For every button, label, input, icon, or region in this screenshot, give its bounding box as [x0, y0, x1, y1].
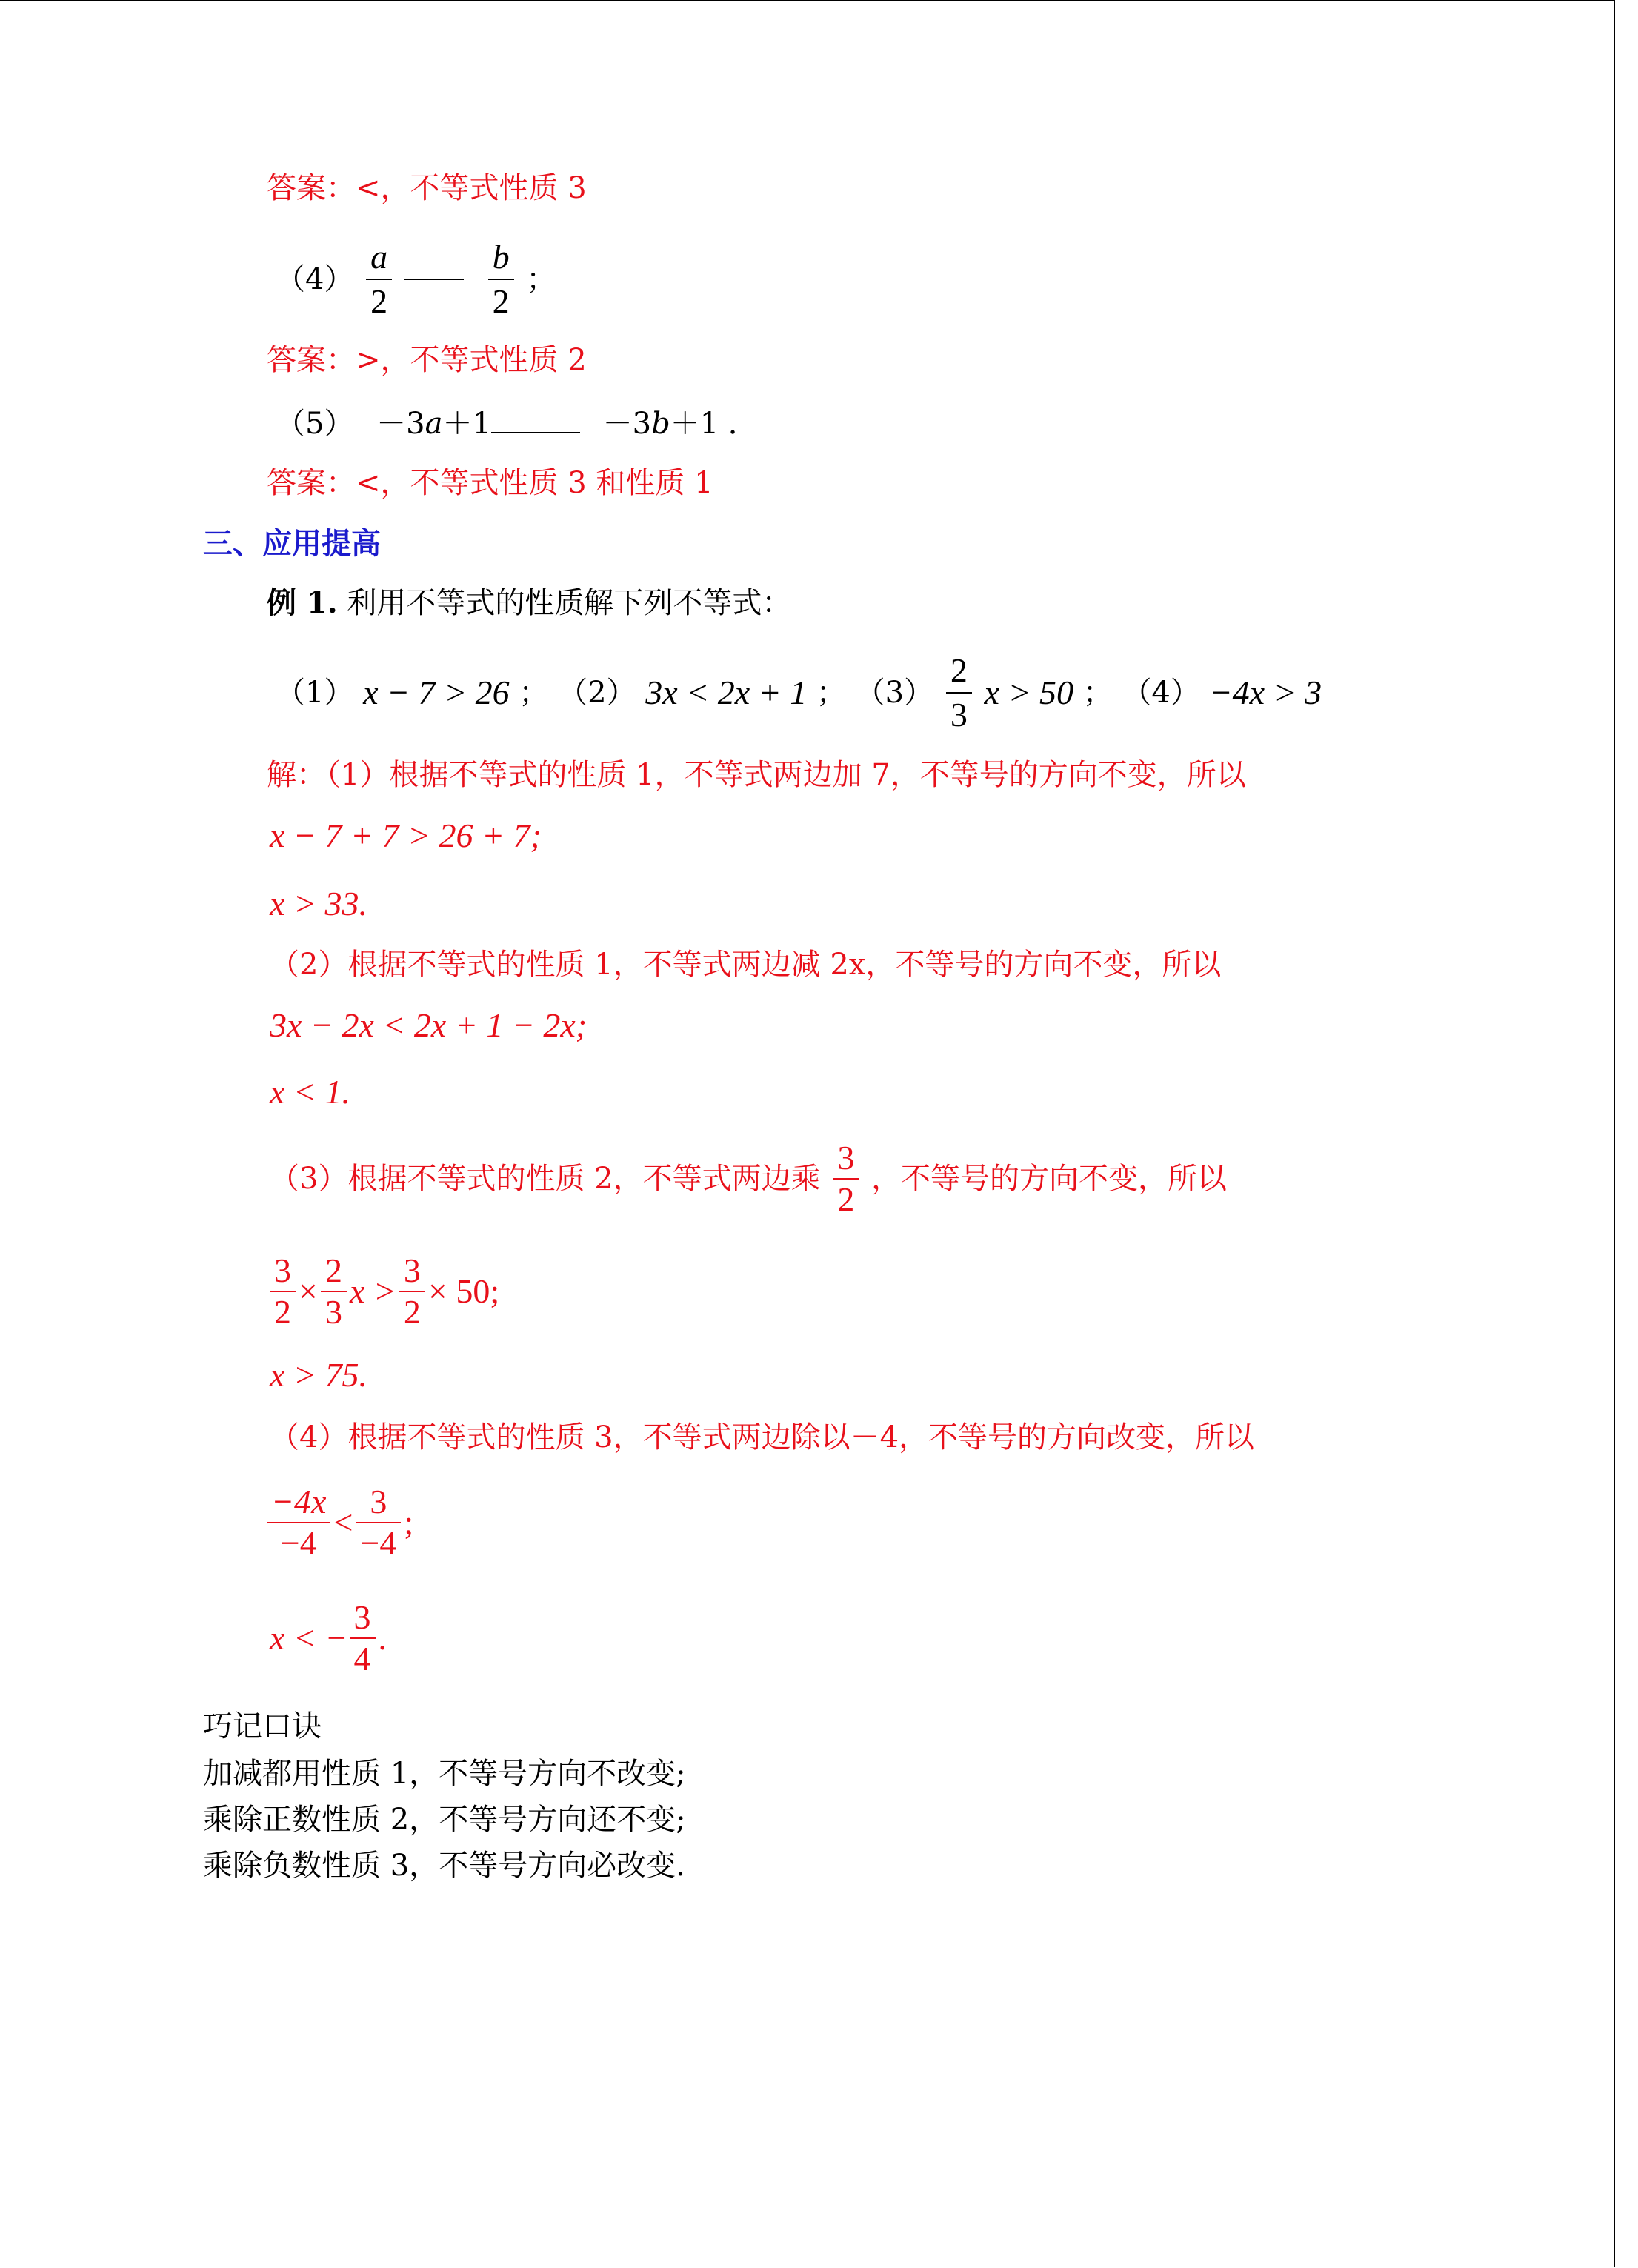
q5-blank — [491, 432, 580, 433]
s3-f3-num: 3 — [399, 1251, 425, 1292]
q4-frac-b-den: 2 — [492, 282, 510, 320]
p2-label: （2） — [558, 676, 636, 710]
s3-frac-num: 3 — [833, 1138, 859, 1180]
example-1-prompt — [267, 585, 791, 621]
p3-label: （3） — [855, 676, 934, 710]
s3-mid: x > — [349, 1272, 396, 1310]
s4-f2-den: −4 — [360, 1524, 397, 1562]
q5-right: －3 — [602, 407, 652, 441]
s4-f3-den: 4 — [353, 1640, 371, 1677]
solution-3-text — [270, 1138, 1227, 1220]
question-5 — [276, 406, 758, 442]
s3-tail: × 50; — [427, 1272, 500, 1310]
s3-times: × — [299, 1272, 318, 1310]
solution-2-text: （2）根据不等式的性质 1，不等式两边减 2x，不等号的方向不变，所以 — [270, 948, 1222, 982]
solution-1-text: 解：（1）根据不等式的性质 1，不等式两边加 7，不等号的方向不变，所以 — [267, 758, 1246, 792]
s4-dot: . — [378, 1619, 387, 1657]
q4-end: ； — [526, 262, 556, 296]
p1-expr: x − 7 > 26 — [363, 674, 510, 711]
s4-end: ; — [404, 1503, 414, 1541]
solution-2-eq2: x < 1. — [270, 1073, 350, 1111]
s3-f2-num: 2 — [321, 1251, 347, 1292]
q4-label: （4） — [276, 262, 354, 296]
answer-4: 答案：>，不等式性质 2 — [267, 343, 587, 377]
s4-f3-num: 3 — [350, 1597, 376, 1639]
solution-3-eq1 — [270, 1251, 499, 1332]
answer-3: 答案：<，不等式性质 3 — [267, 171, 587, 205]
p1-end: ； — [519, 676, 549, 710]
p1-label: （1） — [276, 676, 354, 710]
s4-f1-den: −4 — [280, 1524, 317, 1562]
s3-frac — [833, 1138, 859, 1220]
s3-f1 — [270, 1251, 296, 1332]
solution-2-eq1: 3x − 2x < 2x + 1 − 2x; — [270, 1006, 587, 1044]
mnemonic-line-1: 加减都用性质 1，不等号方向不改变; — [203, 1757, 686, 1791]
solution-4-eq2 — [270, 1597, 387, 1679]
s4-lt: < — [333, 1503, 353, 1541]
s3-f2-den: 3 — [324, 1293, 342, 1331]
s4-f2 — [356, 1482, 401, 1563]
q4-frac-a-den: 2 — [370, 282, 388, 320]
question-4 — [276, 236, 556, 323]
q4-blank — [404, 279, 464, 280]
p3-frac-den: 3 — [950, 696, 968, 734]
example-text: 利用不等式的性质解下列不等式： — [347, 586, 792, 620]
p2-end: ； — [816, 676, 846, 710]
example-1-problems — [276, 649, 1322, 736]
solution-4-text: （4）根据不等式的性质 3，不等式两边除以－4，不等号的方向改变，所以 — [270, 1420, 1255, 1454]
q4-frac-b — [488, 236, 514, 323]
q5-left-end: ＋1 — [442, 407, 491, 441]
q5-label: （5） — [276, 407, 354, 441]
q5-left: －3 — [376, 407, 425, 441]
s3-f1-den: 2 — [274, 1293, 291, 1331]
q5-right-var: b — [651, 407, 670, 441]
p3-frac-num: 2 — [946, 649, 972, 694]
mnemonic-title: 巧记口诀 — [203, 1709, 322, 1743]
mnemonic-line-3: 乘除负数性质 3，不等号方向必改变. — [203, 1849, 685, 1883]
q4-frac-a-num: a — [366, 236, 392, 280]
s3-frac-den: 2 — [837, 1180, 855, 1218]
q5-right-end: ＋1 — [670, 407, 719, 441]
s3-f1-num: 3 — [270, 1251, 296, 1292]
s4-x: x < − — [270, 1619, 348, 1657]
section-title: 三、应用提高 — [203, 526, 381, 561]
s3-f2 — [321, 1251, 347, 1332]
s4-f1-num: −4x — [267, 1482, 330, 1523]
solution-1-eq2: x > 33. — [270, 885, 367, 922]
p4-expr: −4x > 3 — [1209, 674, 1322, 711]
solution-4-eq1 — [267, 1482, 413, 1563]
solution-3-eq2: x > 75. — [270, 1356, 367, 1394]
solution-1-eq1: x − 7 + 7 > 26 + 7; — [270, 817, 542, 854]
s4-f3 — [350, 1597, 376, 1679]
s3-text-b: ，不等号的方向不变，所以 — [871, 1162, 1228, 1196]
p3-expr: x > 50 — [984, 674, 1073, 711]
s3-f3-den: 2 — [403, 1293, 421, 1331]
q4-frac-a — [366, 236, 392, 323]
s4-f2-num: 3 — [356, 1482, 401, 1523]
s3-f3 — [399, 1251, 425, 1332]
p2-expr: 3x < 2x + 1 — [645, 674, 808, 711]
p3-frac — [946, 649, 972, 736]
q4-frac-b-num: b — [488, 236, 514, 280]
s3-text-a: （3）根据不等式的性质 2，不等式两边乘 — [270, 1162, 821, 1196]
example-label: 例 1. — [267, 585, 338, 620]
answer-5: 答案：<，不等式性质 3 和性质 1 — [267, 466, 713, 500]
mnemonic-line-2: 乘除正数性质 2，不等号方向还不变; — [203, 1803, 686, 1837]
q5-left-var: a — [425, 407, 443, 441]
p4-label: （4） — [1122, 676, 1200, 710]
s4-f1 — [267, 1482, 330, 1563]
q5-end: ． — [728, 407, 758, 441]
p3-end: ； — [1082, 676, 1113, 710]
